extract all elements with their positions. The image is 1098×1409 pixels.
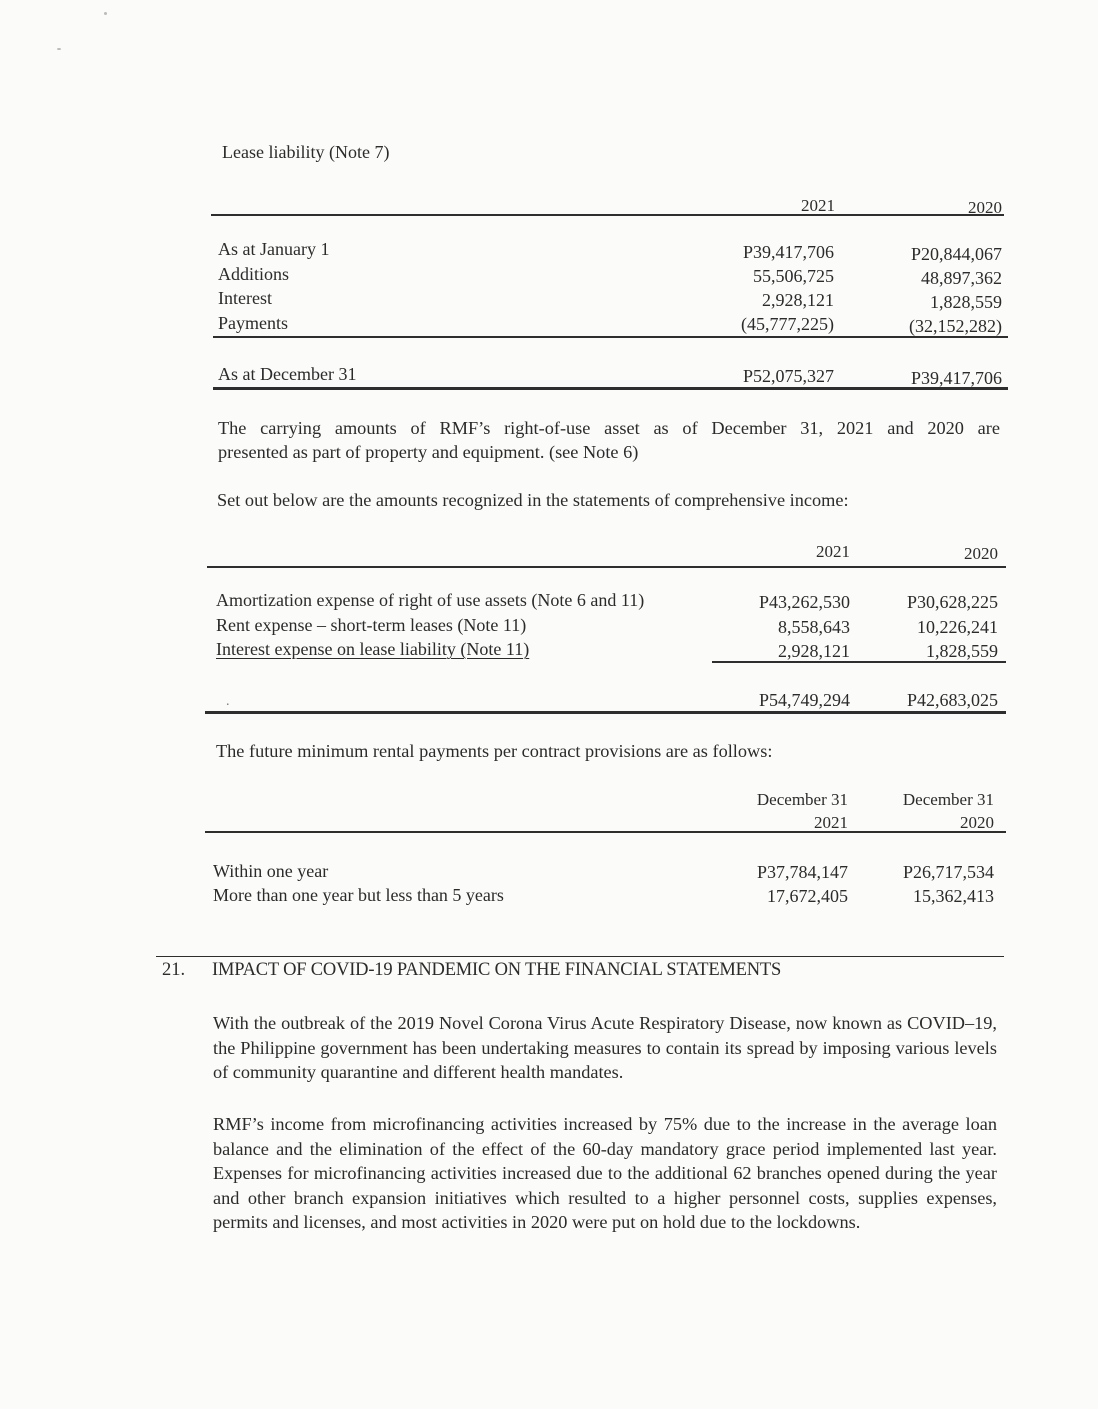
income-total-2020: P42,683,025	[906, 690, 998, 710]
section-21-title: IMPACT OF COVID-19 PANDEMIC ON THE FINANCIAL STATEMENTS	[212, 960, 782, 980]
scan-speck	[57, 48, 61, 50]
table-cell: P43,262,530	[758, 592, 850, 612]
table-row-label: Interest	[218, 288, 272, 308]
table-cell: 55,506,725	[753, 266, 834, 286]
table-cell: P30,628,225	[906, 592, 998, 612]
section-21-rule	[156, 956, 1004, 957]
section-21-paragraph-1: With the outbreak of the 2019 Novel Corona Virus Acute Respiratory Disease, now known as COVID–19, the Philippine government has been undertaking measures to contain its spread by imposing various levels of community quarantine and different health mandates.	[213, 1013, 997, 1082]
table-cell: 2,928,121	[762, 290, 834, 310]
lease-total-label: As at December 31	[218, 364, 357, 384]
table-cell: 8,558,643	[778, 617, 850, 637]
table-cell: 1,828,559	[930, 292, 1002, 312]
income-header-rule	[207, 566, 1006, 568]
table-cell: 17,672,405	[767, 886, 848, 906]
table-cell: P37,784,147	[756, 862, 848, 882]
table-row-label: Interest expense on lease liability (Note 11)	[216, 639, 530, 659]
table-row-label: Rent expense – short-term leases (Note 11)	[216, 615, 527, 635]
set-out-paragraph: Set out below are the amounts recognized in the statements of comprehensive income:	[217, 490, 849, 510]
income-col-2021: 2021	[816, 542, 850, 561]
section-21-number: 21.	[162, 960, 186, 980]
income-total-rule	[205, 711, 1006, 714]
table-row-label: As at January 1	[218, 239, 330, 259]
table-cell: P20,844,067	[910, 244, 1002, 264]
lease-col-2021: 2021	[801, 196, 835, 215]
table-row-label: Additions	[218, 264, 290, 284]
future-col-2020-line1: December 31	[902, 790, 994, 809]
table-row-label: Within one year	[213, 861, 329, 881]
table-cell: 10,226,241	[917, 617, 998, 637]
table-row-label: Payments	[218, 313, 288, 333]
table-cell: P26,717,534	[902, 862, 994, 882]
table-cell: (45,777,225)	[741, 314, 834, 334]
table-cell: 1,828,559	[926, 641, 998, 661]
lease-total-rule	[213, 387, 1008, 390]
lease-header-rule	[211, 214, 1004, 216]
future-header-rule	[205, 831, 1006, 833]
table-cell: P39,417,706	[742, 242, 834, 262]
table-cell: 2,928,121	[778, 641, 850, 661]
future-col-2021-line2: 2021	[814, 813, 848, 832]
table-cell: 15,362,413	[913, 886, 994, 906]
scan-speck	[104, 12, 107, 15]
income-total-2021: P54,749,294	[758, 690, 850, 710]
future-payments-paragraph: The future minimum rental payments per contract provisions are as follows:	[216, 741, 773, 761]
carrying-amounts-line1: The carrying amounts of RMF’s right-of-use asset as of December 31, 2021 and 2020 are	[218, 418, 1000, 438]
lease-total-2021: P52,075,327	[742, 366, 834, 386]
lease-liability-heading: Lease liability (Note 7)	[222, 142, 390, 162]
lease-col-2020: 2020	[968, 198, 1002, 217]
lease-subtotal-rule	[213, 336, 1008, 338]
table-row-label: More than one year but less than 5 years	[213, 885, 504, 905]
future-col-2020-line2: 2020	[960, 813, 994, 832]
income-col-2020: 2020	[964, 544, 998, 563]
income-subtotal-rule	[712, 661, 1006, 663]
table-cell: (32,152,282)	[909, 316, 1002, 336]
table-row-label: Amortization expense of right of use assets (Note 6 and 11)	[216, 590, 645, 610]
income-total-mark: .	[226, 694, 230, 709]
carrying-amounts-line2: presented as part of property and equipment. (see Note 6)	[218, 442, 639, 462]
future-col-2021-line1: December 31	[756, 790, 848, 809]
lease-total-2020: P39,417,706	[910, 368, 1002, 388]
table-cell: 48,897,362	[921, 268, 1002, 288]
section-21-paragraph-2: RMF’s income from microfinancing activities increased by 75% due to the increase in the average loan balance and the elimination of the effect of the 60-day mandatory grace period implemented last year. Expenses for microfinancing activities increased due to the additional 62 branches opened during the year and other branch expansion initiatives which resulted to a higher personnel costs, supplies expenses, permits and licenses, and most activities in 2020 were put on hold due to the lockdowns.	[213, 1114, 997, 1232]
